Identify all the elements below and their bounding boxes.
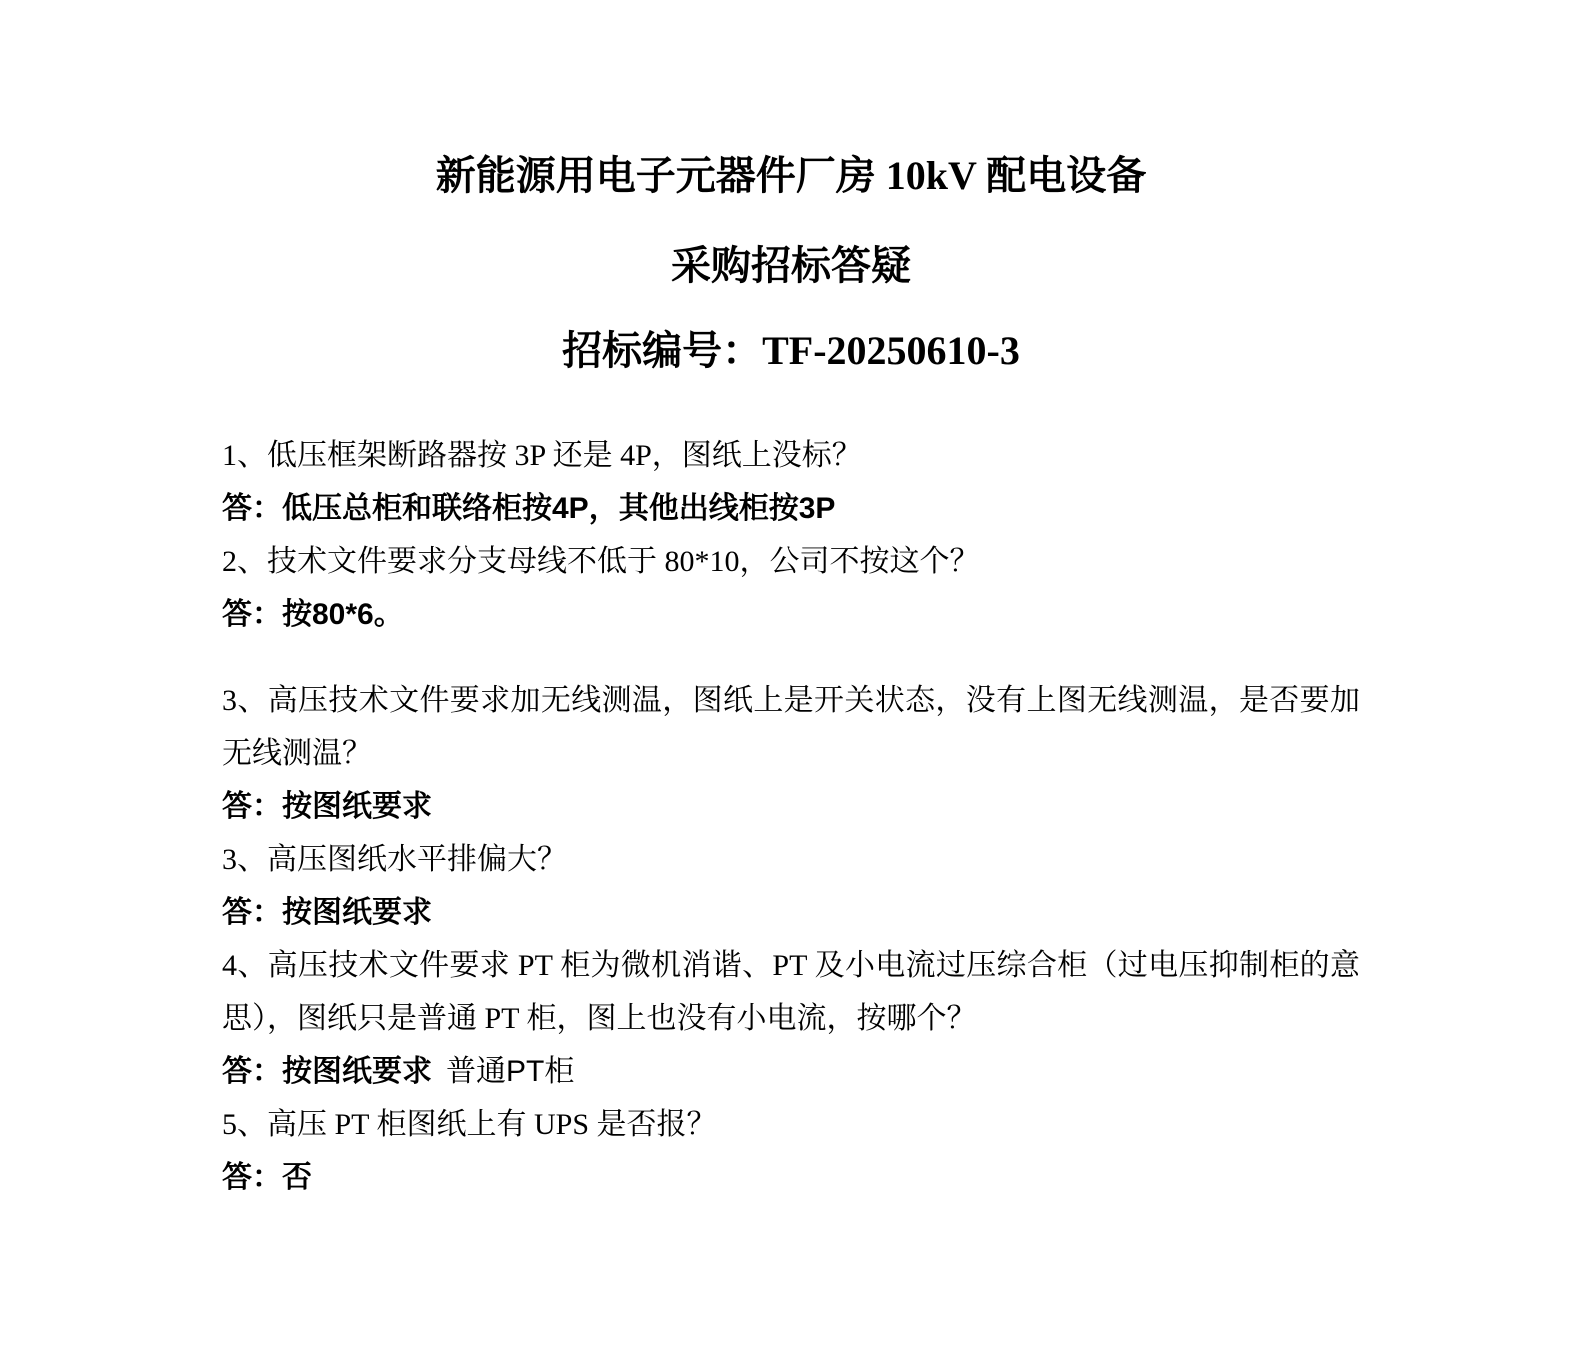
qa-item-5 — [222, 939, 1360, 1098]
answer-note: 普通PT柜 — [446, 1055, 575, 1088]
qa-item-4 — [222, 833, 1360, 939]
question-text: 5、高压 PT 柜图纸上有 UPS 是否报？ — [222, 1108, 717, 1141]
answer-bold-part: 答：按图纸要求 — [222, 1055, 432, 1088]
document-subtitle: 采购招标答疑 — [671, 243, 911, 288]
bid-number: 招标编号：TF-20250610-3 — [562, 328, 1020, 373]
document-title: 新能源用电子元器件厂房 10kV 配电设备 — [435, 153, 1147, 198]
answer-text: 答：按80*6。 — [222, 598, 404, 631]
qa-item-6 — [222, 1098, 1360, 1204]
question-text: 3、高压图纸水平排偏大？ — [222, 843, 567, 876]
question-text: 3、高压技术文件要求加无线测温，图纸上是开关状态，没有上图无线测温，是否要加无线测温？ — [222, 684, 1360, 770]
answer-text: 答：按图纸要求 — [222, 896, 432, 929]
question-text: 4、高压技术文件要求 PT 柜为微机消谐、PT 及小电流过压综合柜（过电压抑制柜的意思），图纸只是普通 PT 柜，图上也没有小电流，按哪个？ — [222, 949, 1360, 1035]
answer-text — [222, 1045, 1360, 1098]
answer-text: 答：按图纸要求 — [222, 790, 432, 823]
question-text: 1、低压框架断路器按 3P 还是 4P，图纸上没标？ — [222, 439, 862, 472]
answer-text: 答：低压总柜和联络柜按4P，其他出线柜按3P — [222, 492, 836, 525]
qa-item-1 — [222, 429, 1360, 535]
qa-item-3 — [222, 674, 1360, 833]
qa-item-2 — [222, 535, 1360, 641]
question-text: 2、技术文件要求分支母线不低于 80*10，公司不按这个？ — [222, 545, 980, 578]
answer-text: 答：否 — [222, 1161, 312, 1194]
